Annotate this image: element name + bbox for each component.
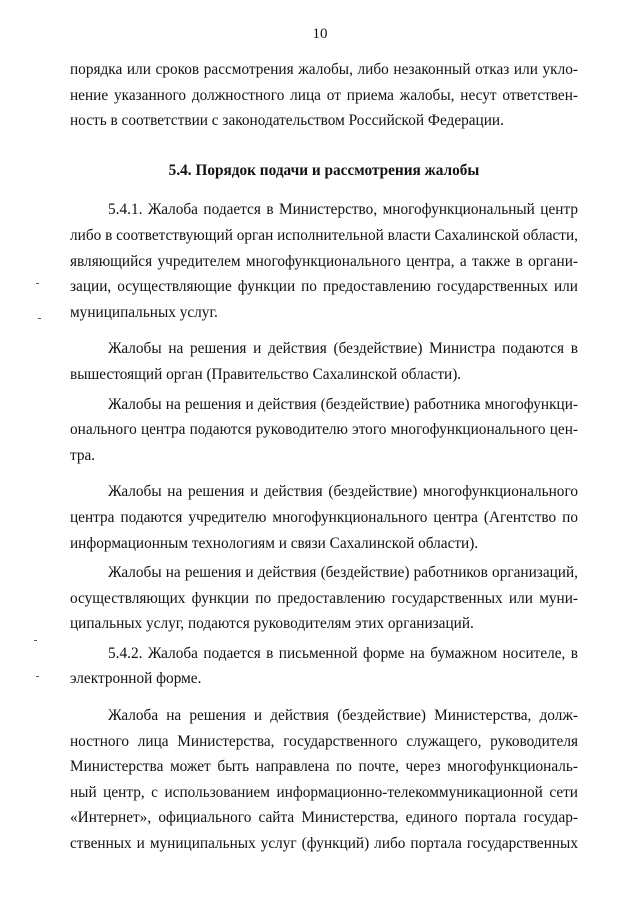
text-line: являющийся учредителем многофункционального центра, а также в органи- [70,252,578,270]
text-line: 5.4.2. Жалоба подается в письменной форме на бумажном носителе, в [108,644,578,662]
intro-paragraph [70,57,578,134]
text-line: Жалобы на решения и действия (бездействие) Министра подаются в [108,340,578,358]
text-line: тра. [70,446,96,464]
text-line: Жалобы на решения и действия (бездействие) работников организаций, [108,564,578,582]
text-line: Жалобы на решения и действия (бездействие) многофункционального [108,483,578,501]
section-heading: 5.4. Порядок подачи и рассмотрения жалобы [168,161,480,179]
scan-speck [38,318,41,319]
text-line: онального центра подаются руководителю этого многофункционального цен- [70,421,578,439]
paragraph-mfc-worker [70,392,578,469]
paragraph-minister [70,336,578,387]
text-line: Жалоба на решения и действия (бездействие) Министерства, долж- [108,707,578,725]
text-line: информационным технологиям и связи Сахалинской области). [70,534,479,552]
paragraph-mfc [70,479,578,556]
text-line: Жалобы на решения и действия (бездействие) работника многофункци- [108,395,578,413]
paragraph-gap [70,325,578,336]
text-line: ный центр, с использованием информационно-телекоммуникационной сети [70,783,578,801]
text-line: осуществляющих функции по предоставлению государственных или муни- [70,589,578,607]
scan-speck [36,676,39,677]
text-line: центра подаются учредителю многофункционального центра (Агентство по [70,508,578,526]
text-line: электронной форме. [70,670,202,688]
scan-speck [34,640,37,641]
text-line: «Интернет», официального сайта Министерства, единого портала государ- [70,809,578,827]
paragraph-5-4-1 [70,197,578,325]
text-line: ность в соответствии с законодательством Российской Федерации. [70,112,504,130]
paragraph-5-4-2 [70,641,578,692]
paragraph-gap [70,692,578,703]
text-line: нение указанного должностного лица от приема жалобы, несут ответствен- [70,86,578,104]
text-line: 5.4.1. Жалоба подается в Министерство, многофункциональный центр [108,201,578,219]
text-line: ственных и муниципальных услуг (функций) либо портала государственных [70,835,578,853]
document-body [70,57,578,857]
paragraph-gap [70,468,578,479]
text-line: ципальных услуг, подаются руководителям этих организаций. [70,615,474,633]
scan-speck [36,283,39,284]
paragraph-organizations [70,560,578,637]
text-line: либо в соответствующий орган исполнительной власти Сахалинской области, [70,226,578,244]
text-line: зации, осуществляющие функции по предоставлению государственных или [70,278,578,296]
page-number: 10 [312,26,328,42]
text-line: Министерства может быть направлена по почте, через многофункциональ- [70,758,578,776]
paragraph-submission [70,703,578,857]
text-line: порядка или сроков рассмотрения жалобы, либо незаконный отказ или укло- [70,61,578,78]
text-line: вышестоящий орган (Правительство Сахалинской области). [70,365,462,383]
text-line: ностного лица Министерства, государственного служащего, руководителя [70,732,578,750]
text-line: муниципальных услуг. [70,303,218,321]
